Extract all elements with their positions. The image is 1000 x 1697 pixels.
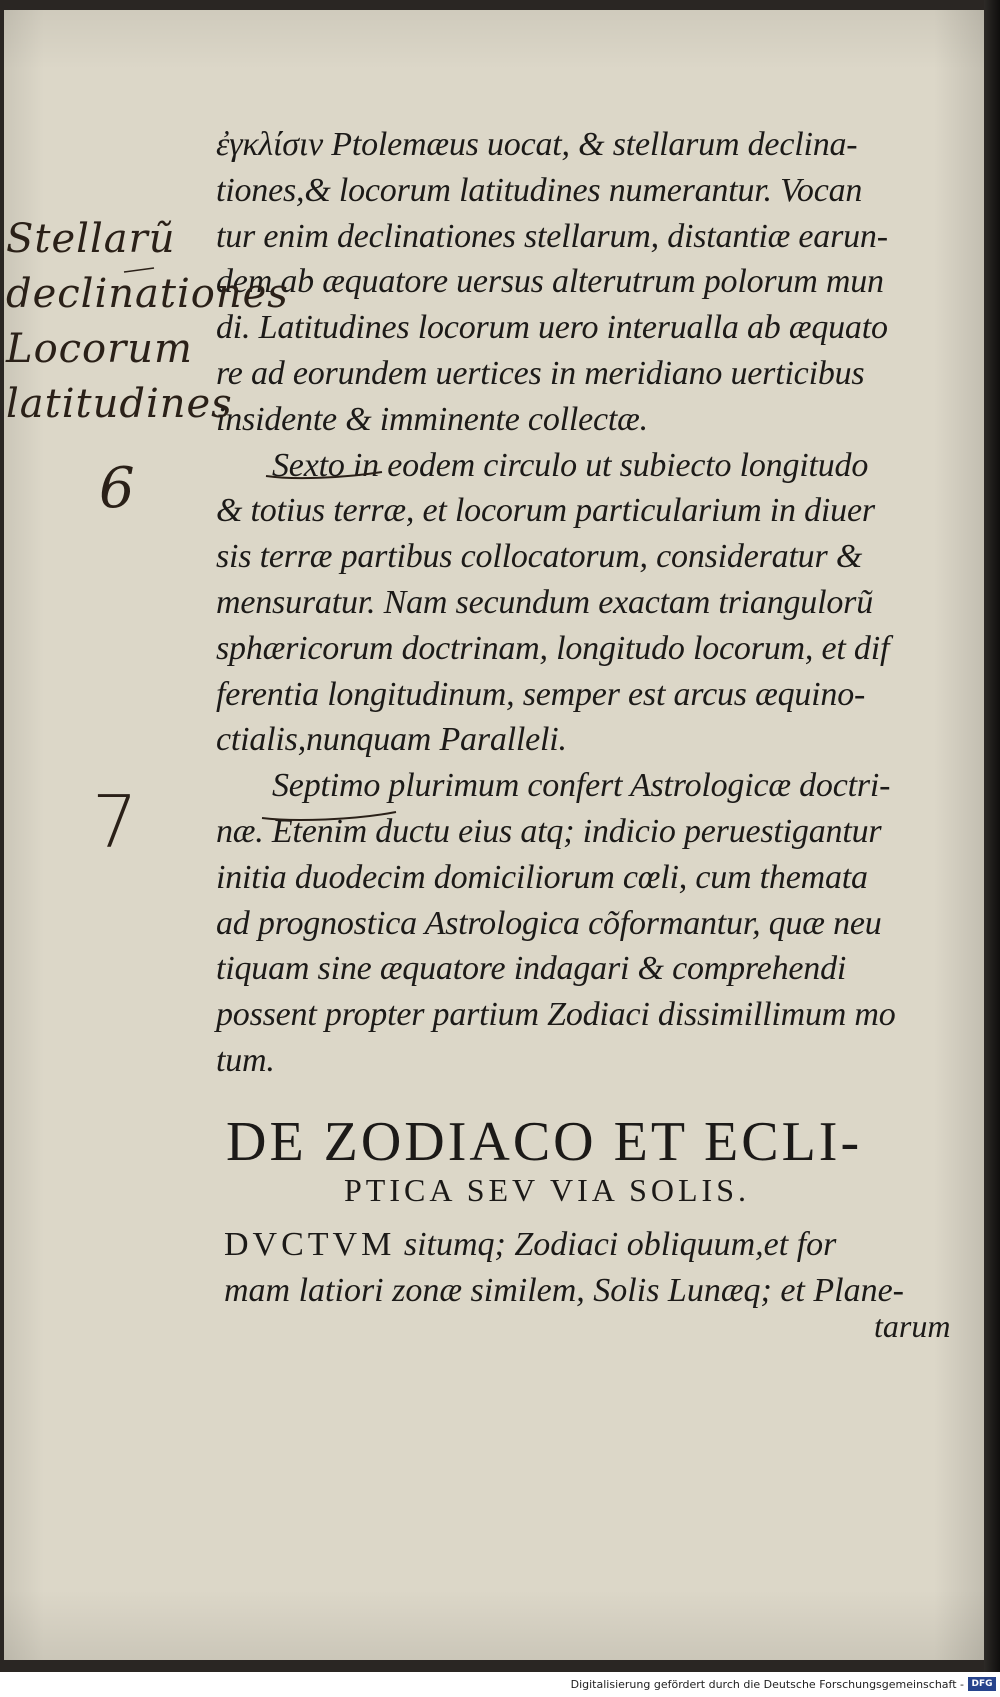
text-line: ἐγκλίσιν Ptolemæus uocat, & stellarum declina- [216, 126, 858, 163]
dfg-logo: DFG [968, 1677, 996, 1691]
section-paragraph [224, 1222, 944, 1314]
text-line: tur enim declinationes stellarum, distantiæ earun- [216, 217, 888, 255]
text-line: initia duodecim domiciliorum cœli, cum themata [216, 858, 868, 896]
text-line: & totius terræ, et locorum particularium in diuer [216, 492, 875, 530]
catchword: tarum [874, 1308, 951, 1344]
section-heading: DE ZODIACO ET ECLI- [226, 1111, 863, 1173]
margin-note: latitudines [6, 381, 233, 427]
text-line: næ. Etenim ductu eius atq; indicio peruestigantur [216, 812, 882, 850]
text-line: di. Latitudines locorum uero interualla ab æquato [216, 309, 888, 347]
text-line: tiquam sine æquatore indagari & comprehendi [216, 950, 847, 988]
margin-note: Stellarũ [6, 216, 176, 262]
text-line: ctialis,nunquam Paralleli. [216, 721, 567, 759]
book-spine-edge [984, 0, 1000, 1672]
text-line: tum. [216, 1041, 275, 1079]
text-line: mam latiori zonæ similem, Solis Lunæq; et Plane- [224, 1272, 904, 1309]
footer-bar [0, 1672, 1000, 1697]
text-line-sexto: Sexto in eodem circulo ut subiecto longitudo [272, 446, 869, 484]
text-line: tiones,& locorum latitudines numerantur. Vocan [216, 171, 863, 209]
margin-notes [6, 212, 289, 432]
text-line: possent propter partium Zodiaci dissimillimum mo [216, 996, 896, 1034]
text-line: mensuratur. Nam secundum exactam triangulorũ [216, 583, 873, 621]
section-subheading: PTICA SEV VIA SOLIS. [344, 1172, 750, 1208]
text-line: sphæricorum doctrinam, longitudo locorum, et dif [216, 629, 890, 667]
text-line: ad prognostica Astrologica cõformantur, quæ neu [216, 904, 882, 942]
text-line: re ad eorundem uertices in meridiano uerticibus [216, 354, 865, 392]
text-line: situmq; Zodiaci obliquum,et for [395, 1226, 837, 1263]
margin-number-6: 6 [99, 456, 135, 521]
book-page [4, 10, 986, 1660]
margin-note: Locorum [6, 326, 193, 372]
funding-credit: Digitalisierung gefördert durch die Deutsche Forschungsgemeinschaft - [570, 1678, 964, 1691]
text-line: ferentia longitudinum, semper est arcus æquino- [216, 675, 866, 713]
text-line: sis terræ partibus collocatorum, consideratur & [216, 538, 863, 576]
paragraph-initial-caps: DVCTVM [224, 1226, 396, 1263]
margin-note: declinationes [6, 271, 289, 317]
margin-number-7: 7 [92, 780, 138, 864]
text-line: dem ab æquatore uersus alterutrum polorum mun [216, 263, 884, 301]
text-line: insidente & imminente collectæ. [216, 400, 648, 438]
text-line-septimo: Septimo plurimum confert Astrologicæ doctri- [272, 767, 891, 805]
